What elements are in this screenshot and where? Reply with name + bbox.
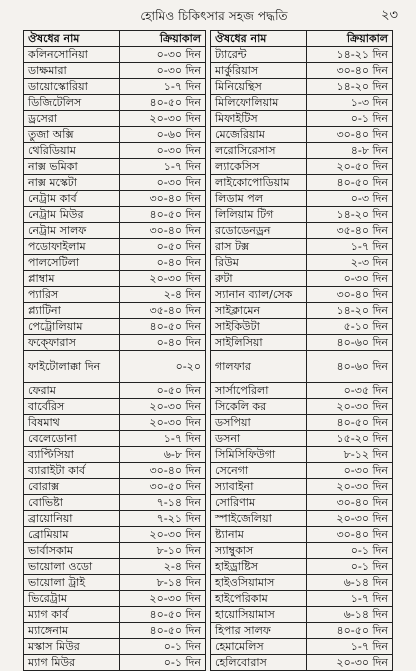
duration-cell: ৩৫-৪০ দিন	[307, 223, 393, 239]
table-row	[211, 495, 393, 511]
table-row	[211, 463, 393, 479]
table-row	[24, 79, 206, 95]
medicine-name-cell: ভিরেট্রাম	[24, 591, 120, 607]
table-row	[24, 575, 206, 591]
table-row	[211, 639, 393, 655]
medicine-name-cell: ব্রায়োনিয়া	[24, 511, 120, 527]
medicine-name-cell: লিলিয়াম টিগ	[211, 207, 307, 223]
medicine-name-cell: নেট্রাম সালফ	[24, 223, 120, 239]
duration-cell: ০-৩০ দিন	[307, 271, 393, 287]
table-row	[211, 175, 393, 191]
duration-cell: ৪০-৬০ দিন	[307, 335, 393, 351]
medicine-name-cell: প্লাম্বাম	[24, 271, 120, 287]
duration-cell: ০-৩০ দিন	[307, 463, 393, 479]
table-row	[211, 127, 393, 143]
medicine-name-cell: স্পাইজেলিয়া	[211, 511, 307, 527]
duration-cell: ৩০-৪০ দিন	[307, 527, 393, 543]
medicine-table-left	[23, 30, 206, 671]
medicine-name-cell: স্যানান ব্যাল/সেক	[211, 287, 307, 303]
table-row	[24, 335, 206, 351]
medicine-name-cell: মিফাইটিস	[211, 111, 307, 127]
table-row	[211, 223, 393, 239]
duration-cell: ১-৭ দিন	[307, 239, 393, 255]
duration-cell: ০-৬০ দিন	[120, 127, 206, 143]
duration-cell: ০-৪০ দিন	[120, 255, 206, 271]
medicine-name-cell: নেট্রাম মিউর	[24, 207, 120, 223]
medicine-name-cell: রডোডেনড্রন	[211, 223, 307, 239]
duration-cell: ১৪-২০ দিন	[307, 303, 393, 319]
medicine-name-cell: মার্কুরিয়াস	[211, 63, 307, 79]
duration-cell: ২০-৩০ দিন	[120, 399, 206, 415]
table-row	[211, 447, 393, 463]
medicine-name-cell: পডোফাইলাম	[24, 239, 120, 255]
duration-cell: ৮-১৪ দিন	[120, 575, 206, 591]
duration-cell: ২০-৩০ দিন	[307, 655, 393, 671]
medicine-name-cell: হায়োসিয়ামাস	[211, 607, 307, 623]
table-row	[211, 63, 393, 79]
medicine-name-cell: লরোসিরেসাস	[211, 143, 307, 159]
duration-cell: ৮-১২ দিন	[307, 447, 393, 463]
table-row	[211, 607, 393, 623]
table-row	[211, 415, 393, 431]
medicine-table-right	[210, 30, 393, 671]
medicine-name-cell: ভায়োলা ট্রাই	[24, 575, 120, 591]
medicine-name-cell: নেট্রাম কার্ব	[24, 191, 120, 207]
table-row	[24, 63, 206, 79]
table-row	[24, 511, 206, 527]
table-row	[211, 591, 393, 607]
table-row	[24, 399, 206, 415]
duration-cell: ৮-১০ দিন	[120, 543, 206, 559]
duration-cell: ০-৫০ দিন	[120, 383, 206, 399]
medicine-name-cell: সোরিণাম	[211, 495, 307, 511]
medicine-name-cell: হিপার সালফ	[211, 623, 307, 639]
table-row	[24, 175, 206, 191]
table-row	[211, 47, 393, 63]
table-row	[24, 607, 206, 623]
medicine-name-cell: ডায়োস্কোরিয়া	[24, 79, 120, 95]
medicine-name-cell: ব্যাপ্টিসিয়া	[24, 447, 120, 463]
duration-cell: ৪০-৫০ দিন	[120, 623, 206, 639]
duration-cell: ৩০-৪০ দিন	[307, 127, 393, 143]
duration-cell: ২০-৩০ দিন	[307, 479, 393, 495]
medicine-name-cell: নাক্স ভমিকা	[24, 159, 120, 175]
table-body-left	[24, 47, 206, 671]
table-row	[24, 95, 206, 111]
duration-cell: ২০-৫০ দিন	[307, 159, 393, 175]
duration-cell: ০-১ দিন	[120, 655, 206, 671]
table-row	[24, 415, 206, 431]
medicine-name-cell: হেলিবোরাস	[211, 655, 307, 671]
duration-cell: ৪০-৫০ দিন	[307, 623, 393, 639]
table-row	[24, 559, 206, 575]
medicine-name-cell: ফক্ফোরাস	[24, 335, 120, 351]
table-row	[24, 447, 206, 463]
duration-cell: ১-৭ দিন	[120, 159, 206, 175]
duration-cell: ৪০-৫০ দিন	[307, 415, 393, 431]
column-header-duration: ক্রিয়াকাল	[307, 31, 393, 47]
table-row	[24, 223, 206, 239]
table-row	[24, 431, 206, 447]
medicine-name-cell: মস্কাস মিউর	[24, 639, 120, 655]
table-row	[211, 543, 393, 559]
table-row	[24, 287, 206, 303]
table-row	[211, 399, 393, 415]
table-row	[24, 495, 206, 511]
duration-cell: ১-৩ দিন	[307, 95, 393, 111]
medicine-name-cell: ব্রোমিয়াম	[24, 527, 120, 543]
medicine-name-cell: সিমিসিফিউগা	[211, 447, 307, 463]
duration-cell: ৩০-৫০ দিন	[120, 479, 206, 495]
medicine-name-cell: লিডাম পল	[211, 191, 307, 207]
table-row	[24, 239, 206, 255]
duration-cell: ২০-৩০ দিন	[120, 591, 206, 607]
medicine-name-cell: বোরাক্স	[24, 479, 120, 495]
duration-cell: ১৪-২০ দিন	[307, 207, 393, 223]
medicine-name-cell: পালসেটিলা	[24, 255, 120, 271]
duration-cell: ২-৪ দিন	[120, 287, 206, 303]
medicine-name-cell: কলিনসোনিয়া	[24, 47, 120, 63]
page-number: ২৩	[381, 8, 398, 23]
table-row	[211, 479, 393, 495]
medicine-name-cell: সার্সাপেরিলা	[211, 383, 307, 399]
medicine-name-cell: বেলেডোনা	[24, 431, 120, 447]
medicine-name-cell: বিষমাথ	[24, 415, 120, 431]
medicine-name-cell: রিউম	[211, 255, 307, 271]
column-header-duration: ক্রিয়াকাল	[120, 31, 206, 47]
book-title: হোমিও চিকিৎসার সহজ পদ্ধতি	[140, 9, 288, 23]
medicine-name-cell: ফেরাম	[24, 383, 120, 399]
duration-cell: ২০-৩০ দিন	[307, 511, 393, 527]
medicine-name-cell: ট্যারেন্ট	[211, 47, 307, 63]
duration-cell: ২০-৩০ দিন	[120, 271, 206, 287]
table-row	[211, 575, 393, 591]
table-row	[24, 127, 206, 143]
table-row	[24, 191, 206, 207]
duration-cell: ৪০-৫০ দিন	[120, 319, 206, 335]
table-row	[24, 463, 206, 479]
medicine-name-cell: ড্রসেরা	[24, 111, 120, 127]
duration-cell: ১-৭ দিন	[307, 639, 393, 655]
table-row	[24, 655, 206, 671]
duration-cell: ০-৩৫ দিন	[307, 383, 393, 399]
duration-cell: ০-৫০ দিন	[120, 239, 206, 255]
table-row	[24, 303, 206, 319]
medicine-name-cell: ডাক্ষমারা	[24, 63, 120, 79]
duration-cell: ০-১ দিন	[120, 639, 206, 655]
duration-cell: ২০-৩০ দিন	[120, 415, 206, 431]
table-row	[211, 191, 393, 207]
duration-cell: ০-৩০ দিন	[120, 47, 206, 63]
medicine-name-cell: হাইওসিয়ামাস	[211, 575, 307, 591]
duration-cell: ৬-১৪ দিন	[307, 575, 393, 591]
duration-cell: ৩০-৪০ দিন	[120, 191, 206, 207]
table-row	[211, 143, 393, 159]
duration-cell: ১-৭ দিন	[120, 79, 206, 95]
table-row	[211, 559, 393, 575]
column-header-name: ঔষধের নাম	[24, 31, 120, 47]
medicine-table-spread	[23, 30, 392, 669]
duration-cell: ১৫-২০ দিন	[307, 431, 393, 447]
table-row	[211, 319, 393, 335]
table-row	[24, 591, 206, 607]
table-row	[211, 623, 393, 639]
duration-cell: ১৪-২০ দিন	[307, 79, 393, 95]
medicine-name-cell: হাইপেরিকাম	[211, 591, 307, 607]
duration-cell: ৭-১৪ দিন	[120, 495, 206, 511]
duration-cell: ০-৩ দিন	[307, 191, 393, 207]
duration-cell: ৭-২১ দিন	[120, 511, 206, 527]
medicine-name-cell: ম্যাগ কার্ব	[24, 607, 120, 623]
table-header-row	[211, 31, 393, 47]
medicine-name-cell: স্যাবাইনা	[211, 479, 307, 495]
table-row	[24, 255, 206, 271]
medicine-name-cell: মিনিয়েন্থিস	[211, 79, 307, 95]
table-row	[24, 207, 206, 223]
medicine-name-cell: বোভিষ্টা	[24, 495, 120, 511]
medicine-name-cell: সিকেলি কর	[211, 399, 307, 415]
duration-cell: ০-৩০ দিন	[120, 143, 206, 159]
table-header-row	[24, 31, 206, 47]
table-row	[211, 271, 393, 287]
table-row	[211, 111, 393, 127]
table-row	[24, 479, 206, 495]
duration-cell: ১-৭ দিন	[120, 431, 206, 447]
medicine-name-cell: নাক্স মস্কেটা	[24, 175, 120, 191]
duration-cell: ৫-১০ দিন	[307, 319, 393, 335]
duration-cell: ০-২০	[120, 351, 206, 383]
duration-cell: ১৪-২১ দিন	[307, 47, 393, 63]
table-row	[211, 351, 393, 383]
medicine-name-cell: ম্যাগ মিউর	[24, 655, 120, 671]
table-row	[211, 303, 393, 319]
duration-cell: ৪০-৫০ দিন	[307, 175, 393, 191]
duration-cell: ৪০-৫০ দিন	[120, 95, 206, 111]
table-row	[211, 207, 393, 223]
medicine-name-cell: ল্যাকেসিস	[211, 159, 307, 175]
duration-cell: ০-১ দিন	[307, 559, 393, 575]
table-row	[24, 543, 206, 559]
duration-cell: ৩০-৪০ দিন	[120, 463, 206, 479]
duration-cell: ৩০-৪০ দিন	[307, 63, 393, 79]
table-row	[211, 287, 393, 303]
duration-cell: ৩০-৪০ দিন	[307, 495, 393, 511]
duration-cell: ৩০-৪০ দিন	[120, 223, 206, 239]
medicine-name-cell: মেজেরিয়াম	[211, 127, 307, 143]
duration-cell: ২০-৩০ দিন	[120, 111, 206, 127]
column-header-name: ঔষধের নাম	[211, 31, 307, 47]
duration-cell: ২-৩ দিন	[307, 255, 393, 271]
duration-cell: ৪০-৫০ দিন	[120, 607, 206, 623]
duration-cell: ২-৪ দিন	[120, 559, 206, 575]
medicine-name-cell: সেনেগা	[211, 463, 307, 479]
medicine-name-cell: ম্যাঙ্গেনাম	[24, 623, 120, 639]
medicine-name-cell: ভার্বাসকাম	[24, 543, 120, 559]
duration-cell: ০-৩০ দিন	[120, 63, 206, 79]
duration-cell: ৪-৮ দিন	[307, 143, 393, 159]
duration-cell: ২০-৩০ দিন	[120, 527, 206, 543]
duration-cell: ৪০-৬০ দিন	[307, 351, 393, 383]
table-row	[211, 159, 393, 175]
table-row	[211, 239, 393, 255]
table-row	[211, 95, 393, 111]
duration-cell: ০-৪০ দিন	[120, 335, 206, 351]
medicine-name-cell: ডসনা	[211, 431, 307, 447]
duration-cell: ৬-১৪ দিন	[307, 607, 393, 623]
medicine-name-cell: তুজা অক্সি	[24, 127, 120, 143]
medicine-name-cell: থেরিডিয়াম	[24, 143, 120, 159]
table-row	[211, 527, 393, 543]
medicine-name-cell: সাইক্লামেন	[211, 303, 307, 319]
medicine-name-cell: হেমামেলিস	[211, 639, 307, 655]
table-row	[24, 383, 206, 399]
medicine-name-cell: ভায়োলা ওডো	[24, 559, 120, 575]
table-body-right	[211, 47, 393, 671]
table-row	[24, 527, 206, 543]
medicine-name-cell: ডিজিটেলিস	[24, 95, 120, 111]
medicine-name-cell: গালফার	[211, 351, 307, 383]
medicine-name-cell: ডসপিয়া	[211, 415, 307, 431]
medicine-name-cell: সাইলিসিয়া	[211, 335, 307, 351]
medicine-name-cell: রাস টক্স	[211, 239, 307, 255]
duration-cell: ১-৭ দিন	[307, 591, 393, 607]
table-row	[24, 319, 206, 335]
table-row	[211, 383, 393, 399]
table-row	[211, 335, 393, 351]
table-row	[24, 271, 206, 287]
duration-cell: ০-১ দিন	[307, 543, 393, 559]
table-row	[24, 47, 206, 63]
table-row	[211, 431, 393, 447]
duration-cell: ২০-৩০ দিন	[307, 399, 393, 415]
duration-cell: ৪০-৫০ দিন	[120, 207, 206, 223]
table-row	[24, 639, 206, 655]
medicine-name-cell: সাইকিউটা	[211, 319, 307, 335]
medicine-name-cell: রুটা	[211, 271, 307, 287]
duration-cell: ৩০-৪০ দিন	[307, 287, 393, 303]
medicine-name-cell: ফাইটোলাক্কা দিন	[24, 351, 120, 383]
duration-cell: ৩৫-৪০ দিন	[120, 303, 206, 319]
medicine-name-cell: লাইকোপোডিয়াম	[211, 175, 307, 191]
table-row	[24, 351, 206, 383]
duration-cell: ০-৩০ দিন	[120, 175, 206, 191]
duration-cell: ০-১ দিন	[307, 111, 393, 127]
table-row	[211, 79, 393, 95]
table-row	[211, 255, 393, 271]
table-row	[24, 111, 206, 127]
medicine-name-cell: প্যারিস	[24, 287, 120, 303]
medicine-name-cell: ব্যারাইটা কার্ব	[24, 463, 120, 479]
medicine-name-cell: বার্বেরিস	[24, 399, 120, 415]
duration-cell: ৬-৮ দিন	[120, 447, 206, 463]
medicine-name-cell: পেট্রোলিয়াম	[24, 319, 120, 335]
medicine-name-cell: প্ল্যাটিনা	[24, 303, 120, 319]
medicine-name-cell: স্যাম্বুকাস	[211, 543, 307, 559]
table-row	[24, 159, 206, 175]
table-row	[211, 655, 393, 671]
medicine-name-cell: মিলিফোলিয়াম	[211, 95, 307, 111]
page-header	[30, 7, 398, 25]
medicine-name-cell: হাইড্রাষ্টিস	[211, 559, 307, 575]
table-row	[24, 623, 206, 639]
medicine-name-cell: ষ্ট্যানাম	[211, 527, 307, 543]
table-row	[211, 511, 393, 527]
table-row	[24, 143, 206, 159]
